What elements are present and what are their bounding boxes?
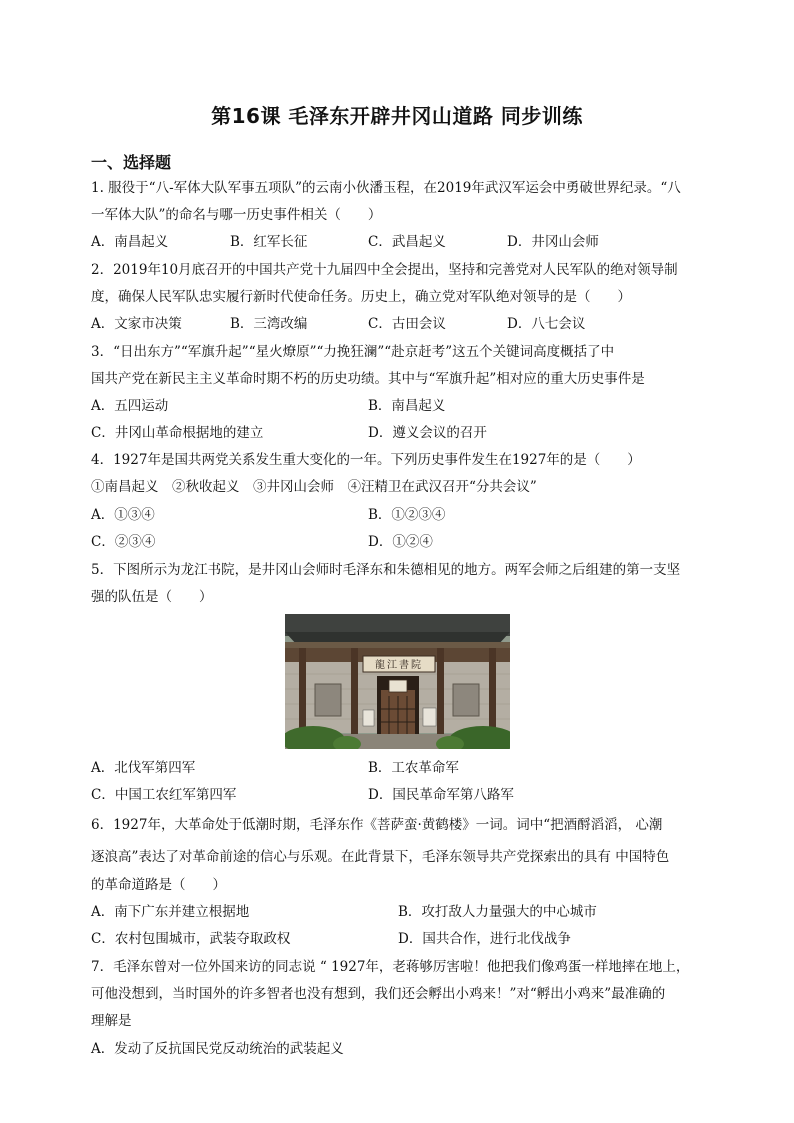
question-5-line-1: 5．下图所示为龙江书院，是井冈山会师时毛泽东和朱德相见的地方。两军会师之后组建的第一支坚 bbox=[91, 562, 681, 578]
question-4-line-1: 4．1927年是国共两党关系发生重大变化的一年。下列历史事件发生在1927年的是（ ） bbox=[91, 452, 641, 468]
question-5-line-2: 强的队伍是（ ） bbox=[91, 589, 213, 605]
question-6-line-1: 6．1927年，大革命处于低潮时期，毛泽东作《菩萨蛮·黄鹤楼》一词。词中“把酒酹滔滔， 心潮 bbox=[91, 817, 663, 833]
question-2-line-1: 2．2019年10月底召开的中国共产党十九届四中全会提出，坚持和完善党对人民军队的绝对领导制 bbox=[91, 262, 678, 278]
academy-plaque-text: 龍江書院 bbox=[375, 660, 423, 671]
question-3-option-a: A．五四运动 bbox=[91, 398, 169, 414]
question-5-option-d: D．国民革命军第八路军 bbox=[368, 787, 514, 803]
question-1-line-1: 1. 服役于“八-军体大队军事五项队”的云南小伙潘玉程，在2019年武汉军运会中勇破世界纪录。“八 bbox=[91, 180, 681, 196]
question-7-line-2: 可他没想到，当时国外的许多智者也没有想到，我们还会孵出小鸡来！”对“孵出小鸡来”最准确的 bbox=[91, 986, 666, 1002]
question-7-option-a: A．发动了反抗国民党反动统治的武装起义 bbox=[91, 1041, 344, 1057]
question-6-line-3: 的革命道路是（ ） bbox=[91, 877, 226, 893]
question-6-option-a: A．南下广东并建立根据地 bbox=[91, 904, 250, 920]
question-6-option-d: D．国共合作，进行北伐战争 bbox=[398, 931, 571, 947]
question-2-option-b: B．三湾改编 bbox=[230, 316, 308, 332]
question-1-option-c: C．武昌起义 bbox=[368, 234, 446, 250]
question-2-option-d: D．八七会议 bbox=[507, 316, 586, 332]
question-1-option-d: D．井冈山会师 bbox=[507, 234, 599, 250]
question-7-line-1: 7．毛泽东曾对一位外国来访的同志说 “ 1927年，老蒋够厉害啦！他把我们像鸡蛋一样地摔在地上， bbox=[91, 959, 690, 975]
question-1-option-a: A．南昌起义 bbox=[91, 234, 169, 250]
question-3-line-2: 国共产党在新民主主义革命时期不朽的历史功绩。其中与“军旗升起”相对应的重大历史事件是 bbox=[91, 371, 645, 387]
question-4-option-b: B．①②③④ bbox=[368, 507, 446, 523]
question-2-line-2: 度，确保人民军队忠实履行新时代使命任务。历史上，确立党对军队绝对领导的是（ ） bbox=[91, 289, 631, 305]
question-4-line-2: ①南昌起义 ②秋收起义 ③井冈山会师 ④汪精卫在武汉召开“分共会议” bbox=[91, 479, 537, 495]
question-4-option-c: C．②③④ bbox=[91, 534, 156, 550]
question-4-option-d: D．①②④ bbox=[368, 534, 433, 550]
question-1-line-2: 一军体大队”的命名与哪一历史事件相关（ ） bbox=[91, 207, 382, 223]
page-title: 第16课 毛泽东开辟井冈山道路 同步训练 bbox=[211, 104, 583, 128]
question-2-option-c: C．古田会议 bbox=[368, 316, 446, 332]
question-3-option-d: D．遵义会议的召开 bbox=[368, 425, 487, 441]
question-6-option-c: C．农村包围城市，武装夺取政权 bbox=[91, 931, 291, 947]
question-2-option-a: A．文家市决策 bbox=[91, 316, 182, 332]
question-6-option-b: B．攻打敌人力量强大的中心城市 bbox=[398, 904, 597, 920]
section-heading: 一、选择题 bbox=[91, 153, 172, 172]
question-1-option-b: B．红军长征 bbox=[230, 234, 308, 250]
question-5-option-b: B．工农革命军 bbox=[368, 760, 459, 776]
question-5-option-c: C．中国工农红军第四军 bbox=[91, 787, 237, 803]
question-5-option-a: A．北伐军第四军 bbox=[91, 760, 196, 776]
question-3-option-c: C．井冈山革命根据地的建立 bbox=[91, 425, 264, 441]
question-7-line-3: 理解是 bbox=[91, 1013, 132, 1029]
question-3-option-b: B．南昌起义 bbox=[368, 398, 446, 414]
question-4-option-a: A．①③④ bbox=[91, 507, 155, 523]
question-6-line-2: 逐浪高”表达了对革命前途的信心与乐观。在此背景下，毛泽东领导共产党探索出的具有 中国特色 bbox=[91, 849, 670, 865]
longjiang-academy-photo bbox=[285, 614, 510, 749]
question-3-line-1: 3．“日出东方”“军旗升起”“星火燎原”“力挽狂澜”“赴京赶考”这五个关键词高度概括了中 bbox=[91, 344, 615, 360]
